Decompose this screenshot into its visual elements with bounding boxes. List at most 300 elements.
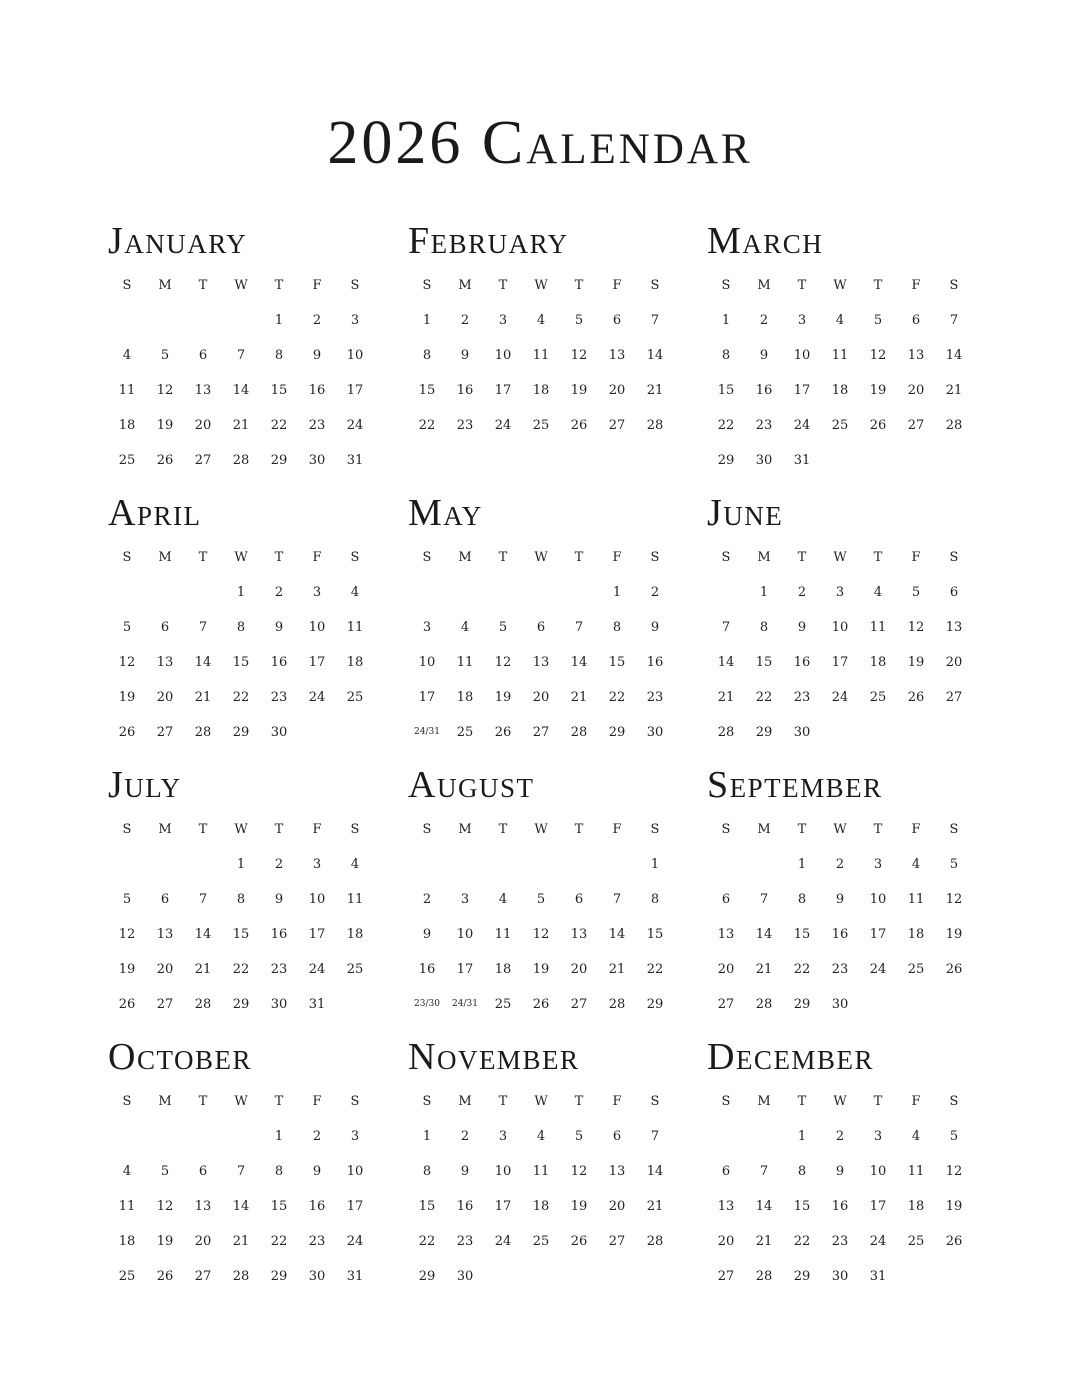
day-cell: 20 [907,383,925,398]
empty-cell [108,847,146,882]
day-cell: 13 [608,348,626,363]
day-cell: 13 [717,1199,735,1214]
day-cell: 4 [350,585,360,600]
day-cell: 25 [118,453,136,468]
day-cell: 31 [308,997,326,1012]
day-cell: 2 [460,313,470,328]
day-cell: 7 [612,892,622,907]
day-cell: 25 [456,725,474,740]
day-cell: 16 [831,927,849,942]
day-cell: 30 [755,453,773,468]
day-cell: 12 [118,655,136,670]
day-grid [108,1084,388,1294]
day-cell: 17 [831,655,849,670]
day-cell: 7 [236,1164,246,1179]
day-cell: 19 [945,1199,963,1214]
weekday-header: T [873,278,883,293]
day-cell: 8 [422,1164,432,1179]
day-cell: 1 [422,313,432,328]
day-cell: 8 [759,620,769,635]
day-cell: 29 [793,1269,811,1284]
day-cell: 31 [346,453,364,468]
weekday-header: F [911,550,921,565]
day-grid [707,540,987,750]
day-cell: 16 [418,962,436,977]
weekday-header: T [198,822,208,837]
empty-cell [146,303,184,338]
day-cell: 6 [612,313,622,328]
day-cell: 6 [721,892,731,907]
day-cell: 13 [945,620,963,635]
empty-cell [446,847,484,882]
day-cell: 10 [494,348,512,363]
day-grid [707,1084,987,1294]
day-cell: 6 [160,620,170,635]
empty-cell [484,575,522,610]
day-cell: 26 [118,997,136,1012]
day-cell: 3 [422,620,432,635]
day-cell: 21 [646,1199,664,1214]
day-cell: 19 [570,1199,588,1214]
day-cell: 9 [460,348,470,363]
day-cell: 2 [274,857,284,872]
day-cell: 10 [869,1164,887,1179]
weekday-header: M [458,550,472,565]
day-cell: 14 [717,655,735,670]
day-cell: 17 [793,383,811,398]
day-cell: 1 [274,1129,284,1144]
month-name: April [108,492,202,534]
weekday-header: S [122,822,132,837]
day-cell: 9 [759,348,769,363]
day-cell: 10 [831,620,849,635]
day-cell: 29 [608,725,626,740]
empty-cell [560,575,598,610]
day-cell: 26 [570,418,588,433]
empty-cell [745,1119,783,1154]
day-cell: 9 [274,620,284,635]
month-name: October [108,1036,252,1078]
day-cell: 27 [194,453,212,468]
day-cell: 22 [270,1234,288,1249]
day-grid [707,268,987,478]
day-cell: 8 [422,348,432,363]
weekday-header: W [833,1094,847,1109]
empty-cell [184,847,222,882]
day-cell: 1 [612,585,622,600]
day-cell: 12 [118,927,136,942]
day-cell: 22 [232,690,250,705]
day-cell: 15 [418,1199,436,1214]
day-cell: 14 [608,927,626,942]
day-cell: 4 [536,1129,546,1144]
weekday-header: M [757,278,771,293]
weekday-header: T [797,1094,807,1109]
month-july [108,766,388,1022]
day-cell: 22 [646,962,664,977]
day-cell: 17 [346,383,364,398]
day-cell: 6 [198,1164,208,1179]
day-cell: 29 [755,725,773,740]
day-cell: 17 [456,962,474,977]
day-cell: 11 [831,348,849,363]
month-name: March [707,220,824,262]
day-cell: 26 [907,690,925,705]
day-grid [408,268,688,443]
day-cell: 24 [869,962,887,977]
day-cell: 21 [717,690,735,705]
day-cell: 17 [869,927,887,942]
day-cell: 20 [156,690,174,705]
day-cell: 28 [646,1234,664,1249]
day-cell: 10 [793,348,811,363]
day-cell: 9 [274,892,284,907]
day-cell: 14 [194,927,212,942]
day-cell: 11 [346,620,364,635]
day-cell: 5 [873,313,883,328]
weekday-header: F [612,822,622,837]
day-cell: 9 [312,1164,322,1179]
day-cell: 14 [646,1164,664,1179]
empty-cell [446,575,484,610]
day-cell: 14 [570,655,588,670]
day-cell: 17 [308,655,326,670]
day-cell: 23 [793,690,811,705]
day-cell: 19 [494,690,512,705]
day-cell: 1 [274,313,284,328]
day-cell: 1 [759,585,769,600]
day-cell: 13 [194,1199,212,1214]
empty-cell [707,847,745,882]
day-cell: 1 [236,585,246,600]
day-cell: 6 [160,892,170,907]
day-cell: 8 [797,1164,807,1179]
day-cell: 16 [456,1199,474,1214]
weekday-header: S [350,278,360,293]
month-october [108,1038,388,1294]
weekday-header: S [650,1094,660,1109]
day-cell: 20 [945,655,963,670]
day-cell: 11 [907,1164,925,1179]
day-cell: 25 [346,690,364,705]
weekday-header: F [911,1094,921,1109]
day-cell: 18 [494,962,512,977]
month-june [707,494,987,750]
month-september [707,766,987,1022]
day-cell: 9 [650,620,660,635]
day-cell: 11 [346,892,364,907]
weekday-header: T [274,822,284,837]
weekday-header: S [949,550,959,565]
day-cell: 25 [907,1234,925,1249]
weekday-header: T [198,550,208,565]
month-name: January [108,220,248,262]
day-cell: 19 [156,418,174,433]
day-cell: 3 [873,1129,883,1144]
day-cell: 23 [646,690,664,705]
day-cell: 11 [532,348,550,363]
day-cell: 19 [907,655,925,670]
empty-cell [560,847,598,882]
day-cell: 15 [793,927,811,942]
weekday-header: T [498,1094,508,1109]
weekday-header: T [574,278,584,293]
day-cell: 15 [232,927,250,942]
weekday-header: F [612,278,622,293]
day-cell: 20 [570,962,588,977]
month-name: November [408,1036,580,1078]
weekday-header: M [757,1094,771,1109]
day-cell: 13 [194,383,212,398]
day-cell: 10 [308,620,326,635]
day-cell: 8 [274,1164,284,1179]
day-cell: 18 [118,1234,136,1249]
weekday-header: S [949,822,959,837]
day-cell: 5 [498,620,508,635]
day-cell: 1 [721,313,731,328]
day-cell: 8 [236,620,246,635]
day-cell: 30 [308,1269,326,1284]
day-cell: 19 [945,927,963,942]
day-cell: 26 [532,997,550,1012]
month-december [707,1038,987,1294]
day-cell: 20 [194,1234,212,1249]
empty-cell [146,1119,184,1154]
day-cell: 6 [198,348,208,363]
day-cell: 1 [797,857,807,872]
weekday-header: F [312,1094,322,1109]
weekday-header: F [312,822,322,837]
day-cell: 18 [346,655,364,670]
day-cell: 27 [532,725,550,740]
day-cell: 9 [460,1164,470,1179]
day-grid [108,268,388,478]
weekday-header: W [234,550,248,565]
day-cell: 5 [949,1129,959,1144]
day-cell: 28 [232,453,250,468]
day-cell: 7 [721,620,731,635]
day-cell: 12 [156,383,174,398]
month-august [408,766,688,1022]
day-cell: 25 [831,418,849,433]
day-cell: 9 [835,1164,845,1179]
day-cell: 22 [418,418,436,433]
weekday-header: S [422,278,432,293]
day-cell: 17 [418,690,436,705]
month-name: December [707,1036,874,1078]
day-cell: 14 [755,1199,773,1214]
day-cell: 12 [570,1164,588,1179]
empty-cell [108,575,146,610]
weekday-header: T [498,278,508,293]
day-cell: 13 [717,927,735,942]
empty-cell [484,847,522,882]
day-cell: 11 [456,655,474,670]
month-january [108,222,388,478]
weekday-header: S [721,822,731,837]
weekday-header: T [574,1094,584,1109]
day-cell: 11 [532,1164,550,1179]
empty-cell [184,303,222,338]
day-cell: 6 [721,1164,731,1179]
day-cell: 8 [274,348,284,363]
empty-cell [184,1119,222,1154]
day-cell: 18 [118,418,136,433]
day-cell: 4 [460,620,470,635]
day-cell: 12 [570,348,588,363]
weekday-header: S [721,550,731,565]
day-cell: 2 [650,585,660,600]
day-cell: 6 [574,892,584,907]
day-cell: 13 [907,348,925,363]
day-cell: 4 [122,348,132,363]
day-cell: 1 [422,1129,432,1144]
day-cell: 20 [156,962,174,977]
day-cell: 21 [232,1234,250,1249]
empty-cell [408,847,446,882]
day-cell: 21 [194,962,212,977]
day-cell: 9 [797,620,807,635]
day-cell: 18 [532,383,550,398]
day-cell: 15 [418,383,436,398]
day-cell: 29 [270,1269,288,1284]
day-cell: 11 [869,620,887,635]
day-cell: 14 [755,927,773,942]
day-cell: 31 [346,1269,364,1284]
day-cell: 2 [312,313,322,328]
weekday-header: S [422,1094,432,1109]
day-cell: 4 [835,313,845,328]
day-cell: 25 [869,690,887,705]
day-cell: 9 [422,927,432,942]
day-cell: 7 [574,620,584,635]
day-cell: 27 [717,997,735,1012]
day-cell: 26 [945,1234,963,1249]
weekday-header: T [498,550,508,565]
day-cell: 6 [911,313,921,328]
day-cell: 10 [418,655,436,670]
day-cell: 4 [873,585,883,600]
day-cell: 15 [232,655,250,670]
day-cell: 6 [612,1129,622,1144]
day-cell: 24 [494,1234,512,1249]
day-cell: 11 [118,1199,136,1214]
weekday-header: T [198,278,208,293]
day-cell: 28 [194,997,212,1012]
weekday-header: T [797,550,807,565]
month-may [408,494,688,750]
day-cell: 13 [156,655,174,670]
day-cell: 3 [498,1129,508,1144]
day-cell: 30 [646,725,664,740]
day-cell: 30 [308,453,326,468]
day-cell: 23 [270,962,288,977]
weekday-header: T [873,822,883,837]
day-cell: 23 [270,690,288,705]
day-cell: 16 [270,927,288,942]
weekday-header: T [274,1094,284,1109]
weekday-header: F [911,822,921,837]
day-cell: 29 [717,453,735,468]
day-cell: 10 [456,927,474,942]
day-cell: 6 [536,620,546,635]
month-march [707,222,987,478]
weekday-header: W [534,550,548,565]
empty-cell [408,575,446,610]
day-cell: 31 [869,1269,887,1284]
day-cell: 28 [755,1269,773,1284]
day-cell: 18 [869,655,887,670]
day-cell: 7 [759,892,769,907]
day-cell: 18 [907,927,925,942]
weekday-header: M [458,278,472,293]
day-cell: 29 [418,1269,436,1284]
day-cell: 23 [308,1234,326,1249]
weekday-header: W [534,1094,548,1109]
weekday-header: T [274,550,284,565]
weekday-header: M [458,1094,472,1109]
day-cell: 5 [122,620,132,635]
day-cell: 28 [646,418,664,433]
day-cell: 21 [755,962,773,977]
day-cell: 25 [494,997,512,1012]
day-cell: 16 [308,383,326,398]
day-cell: 26 [945,962,963,977]
day-cell: 16 [646,655,664,670]
day-cell: 5 [160,348,170,363]
day-cell: 26 [869,418,887,433]
day-cell: 15 [755,655,773,670]
day-cell: 3 [873,857,883,872]
day-cell: 2 [460,1129,470,1144]
weekday-header: F [312,550,322,565]
day-cell: 23/30 [414,999,440,1009]
empty-cell [146,575,184,610]
empty-cell [184,575,222,610]
weekday-header: W [833,550,847,565]
day-cell: 5 [911,585,921,600]
day-cell: 5 [949,857,959,872]
day-cell: 10 [346,1164,364,1179]
day-cell: 11 [907,892,925,907]
day-cell: 3 [460,892,470,907]
day-cell: 26 [118,725,136,740]
day-cell: 7 [759,1164,769,1179]
day-cell: 28 [717,725,735,740]
day-cell: 24 [494,418,512,433]
day-cell: 24 [793,418,811,433]
day-cell: 21 [755,1234,773,1249]
weekday-header: T [873,1094,883,1109]
day-cell: 17 [346,1199,364,1214]
day-cell: 15 [646,927,664,942]
day-grid [108,540,388,750]
day-cell: 20 [717,1234,735,1249]
day-cell: 15 [270,1199,288,1214]
day-cell: 5 [536,892,546,907]
day-cell: 29 [646,997,664,1012]
day-cell: 2 [759,313,769,328]
day-cell: 27 [156,997,174,1012]
day-cell: 25 [118,1269,136,1284]
weekday-header: S [350,1094,360,1109]
weekday-header: F [312,278,322,293]
day-cell: 1 [797,1129,807,1144]
day-cell: 13 [156,927,174,942]
weekday-header: M [158,822,172,837]
day-cell: 9 [312,348,322,363]
day-cell: 1 [650,857,660,872]
